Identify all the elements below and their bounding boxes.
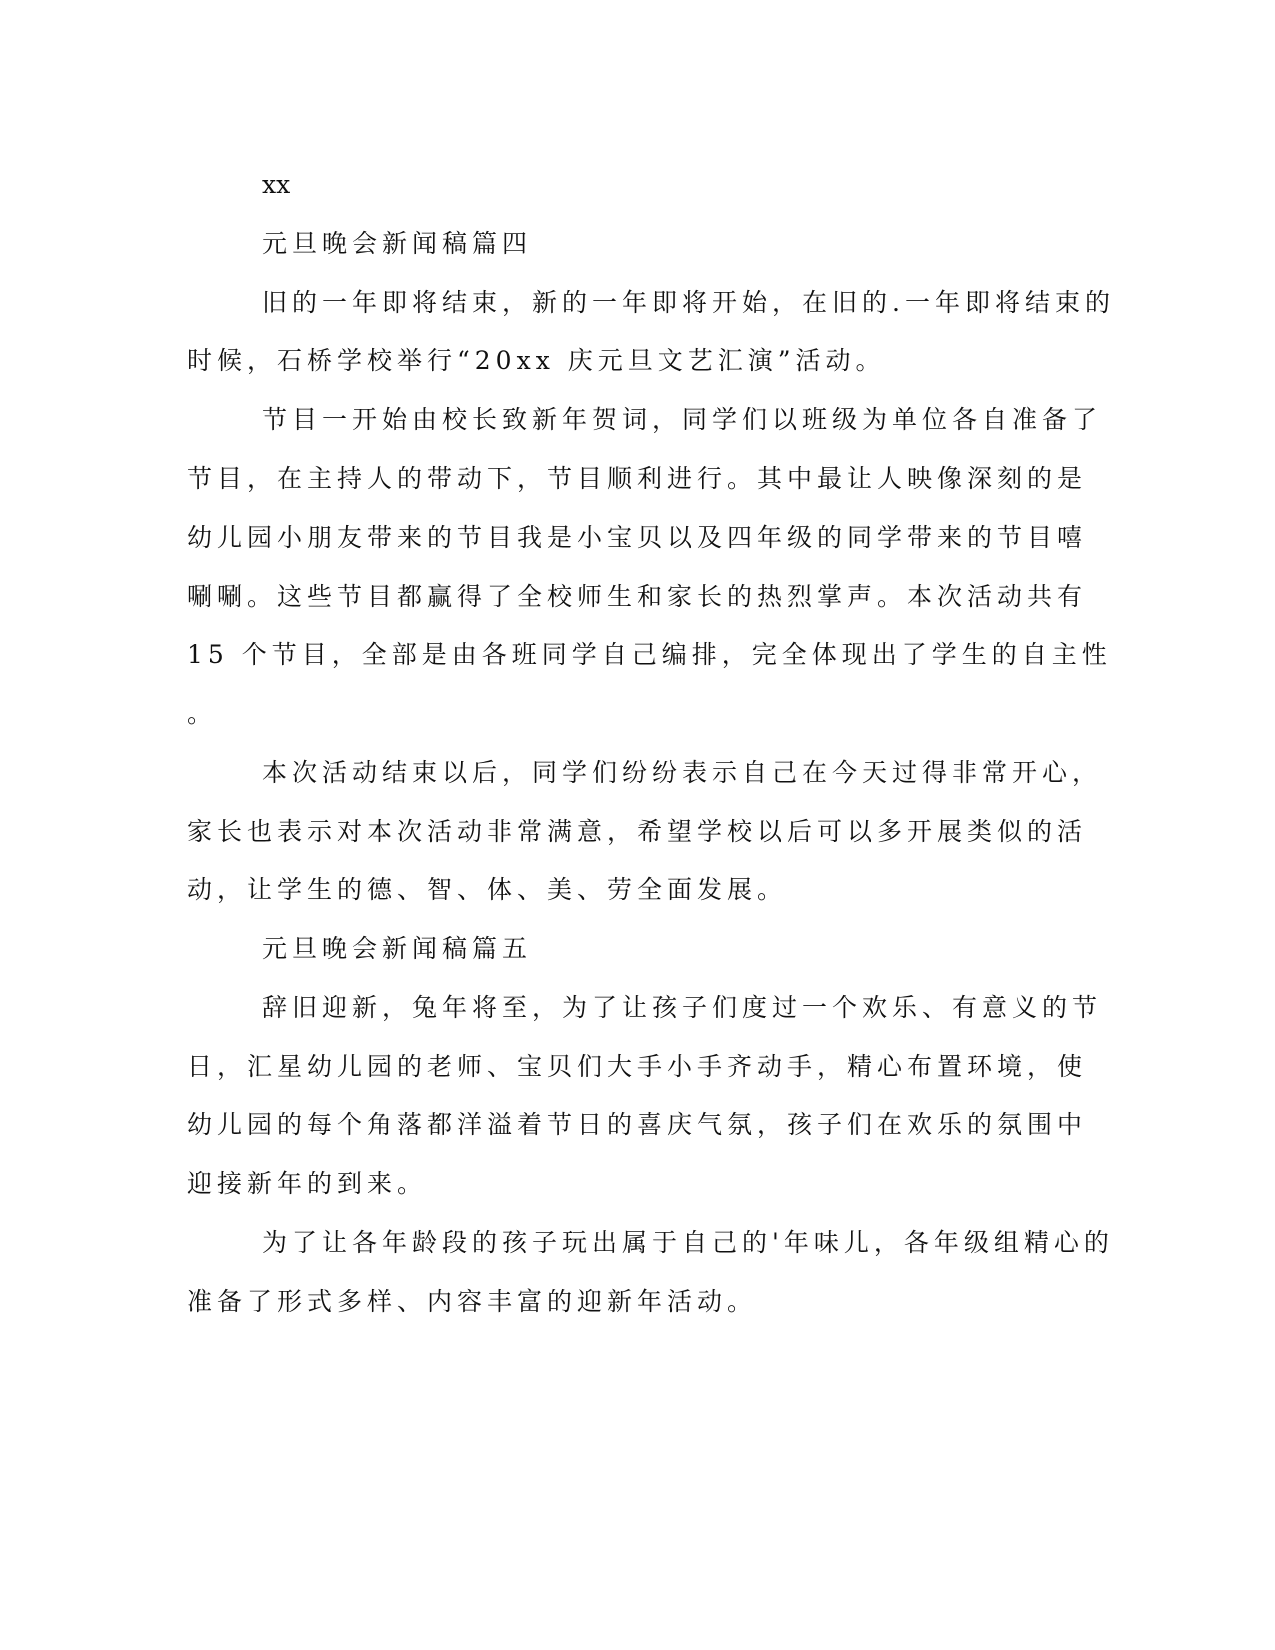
text-line: 准备了形式多样、内容丰富的迎新年活动。 — [187, 1287, 758, 1316]
text-line: 。 — [187, 699, 218, 728]
text-line: 日，汇星幼儿园的老师、宝贝们大手小手齐动手，精心布置环境，使 — [187, 1052, 1088, 1081]
text-line: 幼儿园的每个角落都洋溢着节日的喜庆气氛，孩子们在欢乐的氛围中 — [187, 1110, 1088, 1139]
text-line: 辞旧迎新，兔年将至，为了让孩子们度过一个欢乐、有意义的节 — [262, 993, 1103, 1022]
text-line: 节目一开始由校长致新年贺词，同学们以班级为单位各自准备了 — [262, 405, 1103, 434]
text-line: xx — [262, 170, 291, 199]
text-line: 为了让各年龄段的孩子玩出属于自己的'年味儿，各年级组精心的 — [262, 1228, 1114, 1257]
text-line: 本次活动结束以后，同学们纷纷表示自己在今天过得非常开心， — [262, 758, 1103, 787]
text-line: 动，让学生的德、智、体、美、劳全面发展。 — [187, 875, 788, 904]
text-line: 家长也表示对本次活动非常满意，希望学校以后可以多开展类似的活 — [187, 817, 1088, 846]
text-line: 时候，石桥学校举行“20xx 庆元旦文艺汇演”活动。 — [187, 346, 886, 375]
text-line: 迎接新年的到来。 — [187, 1169, 428, 1198]
text-line: 幼儿园小朋友带来的节目我是小宝贝以及四年级的同学带来的节目嘻 — [187, 523, 1088, 552]
section-heading: 元旦晚会新闻稿篇五 — [262, 934, 533, 963]
text-line: 旧的一年即将结束，新的一年即将开始，在旧的.一年即将结束的 — [262, 288, 1115, 317]
section-heading: 元旦晚会新闻稿篇四 — [262, 229, 533, 258]
text-line: 唰唰。这些节目都赢得了全校师生和家长的热烈掌声。本次活动共有 — [187, 582, 1088, 611]
text-line: 15 个节目，全部是由各班同学自己编排，完全体现出了学生的自主性 — [187, 640, 1112, 669]
text-line: 节目，在主持人的带动下，节目顺利进行。其中最让人映像深刻的是 — [187, 464, 1088, 493]
